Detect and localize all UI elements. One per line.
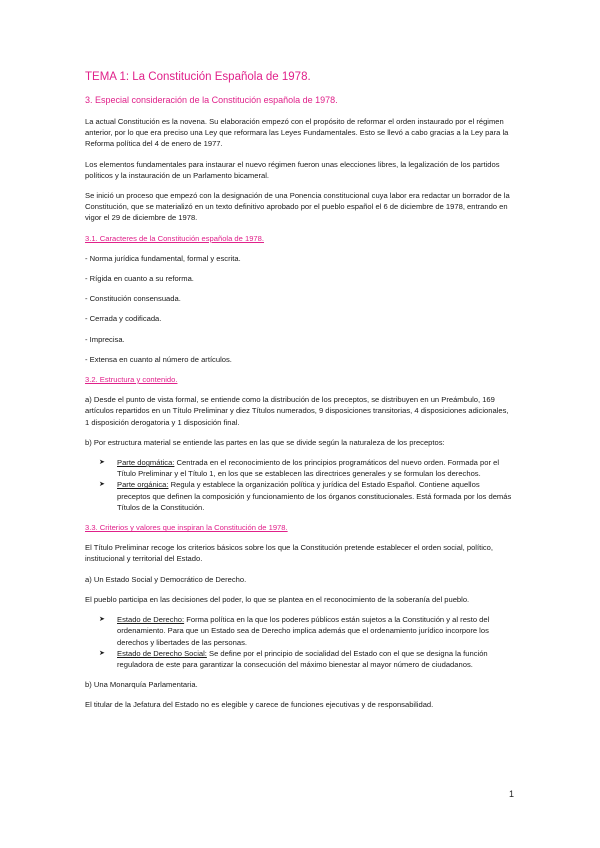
document-page <box>85 70 513 720</box>
paragraph: b) Por estructura material se entiende las partes en las que se divide según la naturaleza de los preceptos: <box>85 437 445 447</box>
arrow-bullet-icon: ➤ <box>99 649 105 657</box>
paragraph: b) Una Monarquía Parlamentaria. <box>85 680 198 690</box>
arrow-bullet-icon: ➤ <box>99 481 105 489</box>
definition: Regula y establece la organización política y jurídica del Estado Español. Contiene aquellos preceptos que definen la composición y funcionamiento de los órganos constitucionales. Está formada por los demás Títulos de la Constitución. <box>117 480 512 512</box>
list-item <box>99 648 513 670</box>
subsection-heading: 3.3. Criterios y valores que inspiran la Constitución de 1978. <box>85 523 288 533</box>
list-item: - Constitución consensuada. <box>85 294 181 304</box>
paragraph: a) Desde el punto de vista formal, se entiende como la distribución de los preceptos, se distribuyen en un Preámbulo, 169 artículos repartidos en un Título Preliminar y diez Títulos numerados, 9 disposiciones transitorias, 4 disposiciones adicionales, 1 disposición derogatoria y 1 disposición final. <box>85 395 509 427</box>
definition: Forma política en la que los poderes públicos están sujetos a la Constitución y al resto del ordenamiento. Para que un Estado sea de Derecho implica además que el ordenamiento jurídico incorpore los derechos y libertades de las personas. <box>117 615 490 647</box>
list-item: - Rígida en cuanto a su reforma. <box>85 274 194 284</box>
term: Parte orgánica: <box>117 480 169 490</box>
paragraph: El pueblo participa en las decisiones del poder, lo que se plantea en el reconocimiento de la soberanía del pueblo. <box>85 594 470 604</box>
list-item <box>99 614 513 648</box>
section-heading: 3. Especial consideración de la Constitución española de 1978. <box>85 95 338 105</box>
document-title: TEMA 1: La Constitución Española de 1978. <box>85 71 311 83</box>
paragraph: El Título Preliminar recoge los criterios básicos sobre los que la Constitución pretende establecer el orden social, político, institucional y territorial del Estado. <box>85 543 494 564</box>
subsection-heading: 3.2. Estructura y contenido. <box>85 375 178 385</box>
list-item <box>99 457 513 479</box>
list-item <box>99 479 513 513</box>
paragraph: a) Un Estado Social y Democrático de Derecho. <box>85 574 247 584</box>
term: Estado de Derecho: <box>117 615 185 625</box>
arrow-bullet-icon: ➤ <box>99 616 105 624</box>
paragraph: Los elementos fundamentales para instaurar el nuevo régimen fueron unas elecciones libres, la legalización de los partidos políticos y la instauración de un Parlamento bicameral. <box>85 159 500 180</box>
paragraph: Se inició un proceso que empezó con la designación de una Ponencia constitucional cuya labor era redactar un borrador de la Constitución, que se materializó en un texto definitivo aprobado por el pueblo español el 6 de diciembre de 1978, entrando en vigor el 29 de diciembre de 1978. <box>85 191 510 223</box>
list-item: - Norma jurídica fundamental, formal y escrita. <box>85 253 241 263</box>
page-number: 1 <box>509 789 515 799</box>
arrow-bullet-icon: ➤ <box>99 459 105 467</box>
bullet-list <box>85 614 513 670</box>
term: Parte dogmática: <box>117 458 175 468</box>
paragraph: La actual Constitución es la novena. Su elaboración empezó con el propósito de reformar el orden instaurado por el régimen anterior, por lo que era preciso una Ley que reformara las Leyes Fundamentales. Esto se llevó a cabo gracias a la Ley para la Reforma política del 4 de enero de 1977. <box>85 117 509 149</box>
definition: Se define por el principio de socialidad del Estado con el que se designa la función reguladora de este para garantizar la consecución del máximo bienestar al mayor número de ciudadanos. <box>117 648 488 669</box>
definition: Centrada en el reconocimiento de los principios programáticos del nuevo orden. Formada por el Título Preliminar y el Título 1, en los que se establecen las directrices generales y se formulan los derechos. <box>117 458 500 479</box>
subsection-heading: 3.1. Caracteres de la Constitución española de 1978. <box>85 233 264 243</box>
bullet-list <box>85 457 513 513</box>
term: Estado de Derecho Social: <box>117 648 207 658</box>
list-item: - Imprecisa. <box>85 334 125 344</box>
list-item: - Cerrada y codificada. <box>85 314 162 324</box>
list-item: - Extensa en cuanto al número de artículos. <box>85 354 232 364</box>
paragraph: El titular de la Jefatura del Estado no es elegible y carece de funciones ejecutivas y de responsabilidad. <box>85 700 434 710</box>
